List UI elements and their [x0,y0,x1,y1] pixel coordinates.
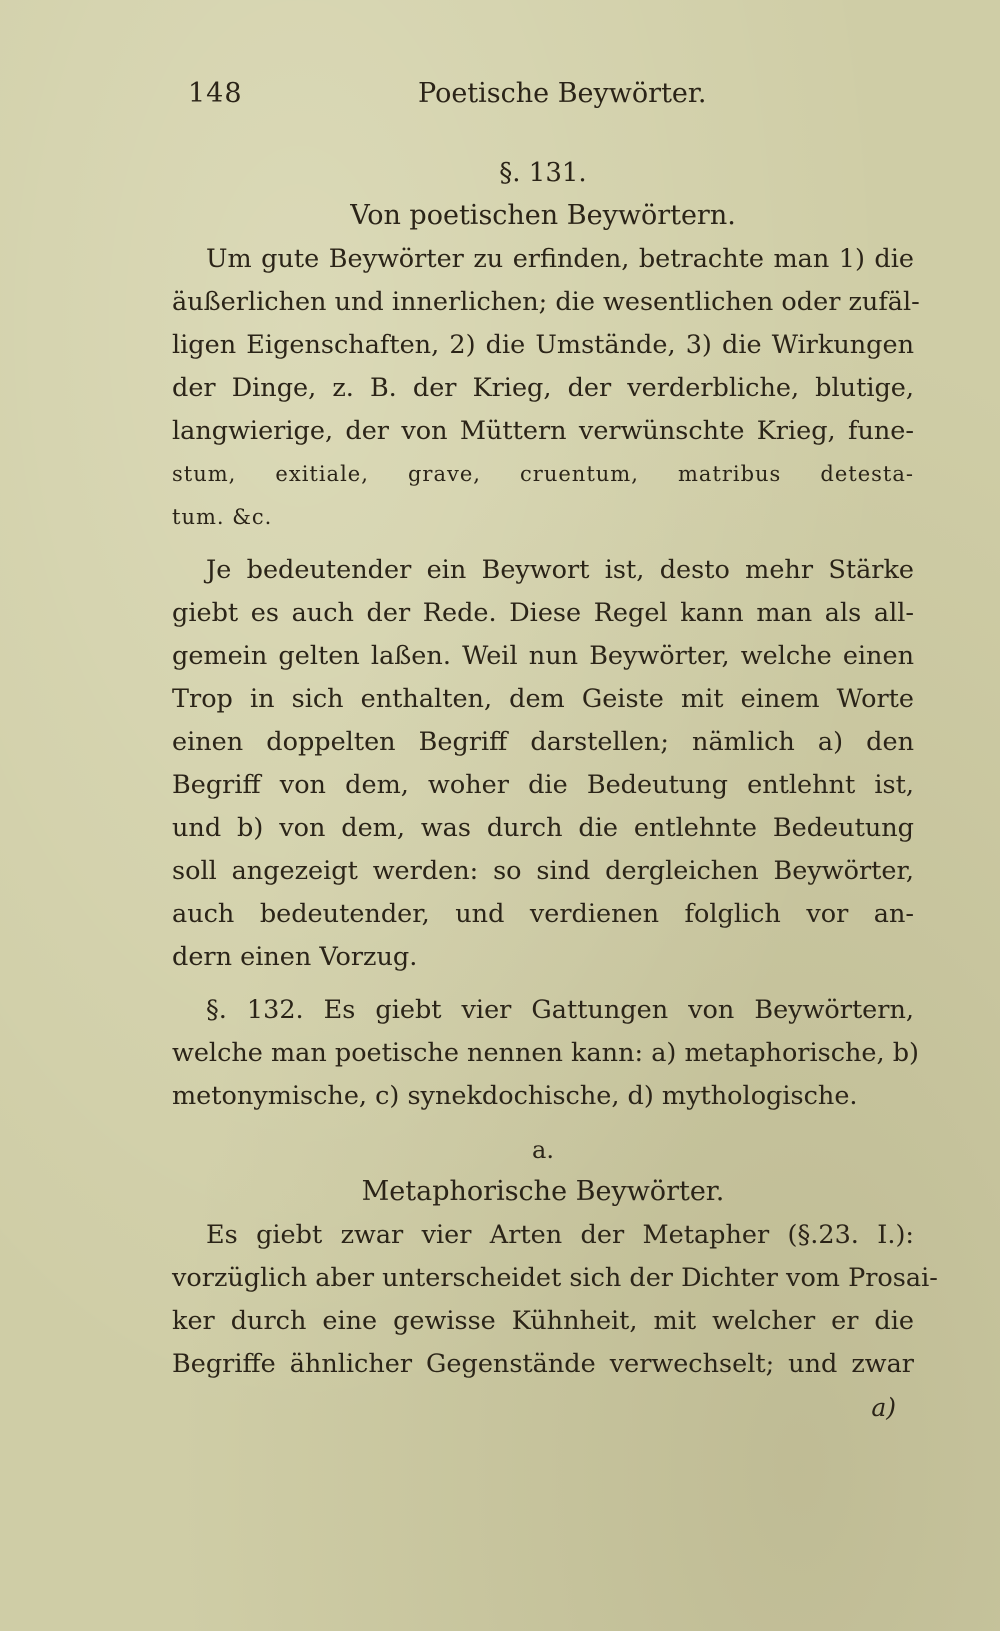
text-line: äußerlichen und innerlichen; die wesentlichen oder zufäl- [172,287,920,317]
section-title: Von poetischen Beywörtern. [350,200,736,231]
text-line: Es giebt zwar vier Arten der Metapher (§.23. I.): [206,1220,914,1250]
text-line: dern einen Vorzug. [172,942,418,972]
text-line: Trop in sich enthalten, dem Geiste mit einem Worte [172,684,914,714]
text-line: ligen Eigenschaften, 2) die Umstände, 3) die Wirkungen [172,330,914,360]
text-line: vorzüglich aber unterscheidet sich der Dichter vom Prosai- [172,1263,938,1293]
paragraph [172,549,914,979]
text-line: Um gute Beywörter zu erfinden, betrachte man 1) die [206,244,914,274]
paragraph [172,1214,938,1386]
text-line: welche man poetische nennen kann: a) metaphorische, b) [172,1038,920,1068]
text-line: Je bedeutender ein Beywort ist, desto mehr Stärke [206,555,914,585]
text-line: der Dinge, z. B. der Krieg, der verderbliche, blutige, [172,373,914,403]
text-block [172,152,938,1429]
subsection-title: Metaphorische Beywörter. [361,1176,725,1207]
text-line: metonymische, c) synekdochische, d) mythologische. [172,1081,858,1111]
text-line: §. 132. Es giebt vier Gattungen von Beywörtern, [206,995,914,1025]
text-line: gemein gelten laßen. Weil nun Beywörter, welche einen [172,641,914,671]
text-line: stum, exitiale, grave, cruentum, matribus detesta- [172,462,914,486]
catchword: a) [871,1393,896,1422]
text-line: langwierige, der von Müttern verwünschte Krieg, fune- [172,416,914,446]
paragraph [172,989,920,1118]
text-line: Begriffe ähnlicher Gegenstände verwechselt; und zwar [172,1349,914,1379]
text-line: auch bedeutender, und verdienen folglich vor an- [172,899,914,929]
page-number: 148 [188,78,243,109]
text-line: giebt es auch der Rede. Diese Regel kann man als all- [172,598,914,628]
text-line: tum. &c. [172,505,273,529]
text-line: Begriff von dem, woher die Bedeutung entlehnt ist, [172,770,914,800]
text-line: einen doppelten Begriff darstellen; nämlich a) den [172,727,914,757]
text-line: soll angezeigt werden: so sind dergleichen Beywörter, [172,856,914,886]
subsection-letter: a. [532,1136,554,1164]
paragraph [172,238,920,539]
text-line: und b) von dem, was durch die entlehnte Bedeutung [172,813,914,843]
page-header [0,78,1000,118]
section-mark: §. 131. [499,158,587,188]
running-title: Poetische Beywörter. [418,78,707,109]
text-line: ker durch eine gewisse Kühnheit, mit welcher er die [172,1306,914,1336]
